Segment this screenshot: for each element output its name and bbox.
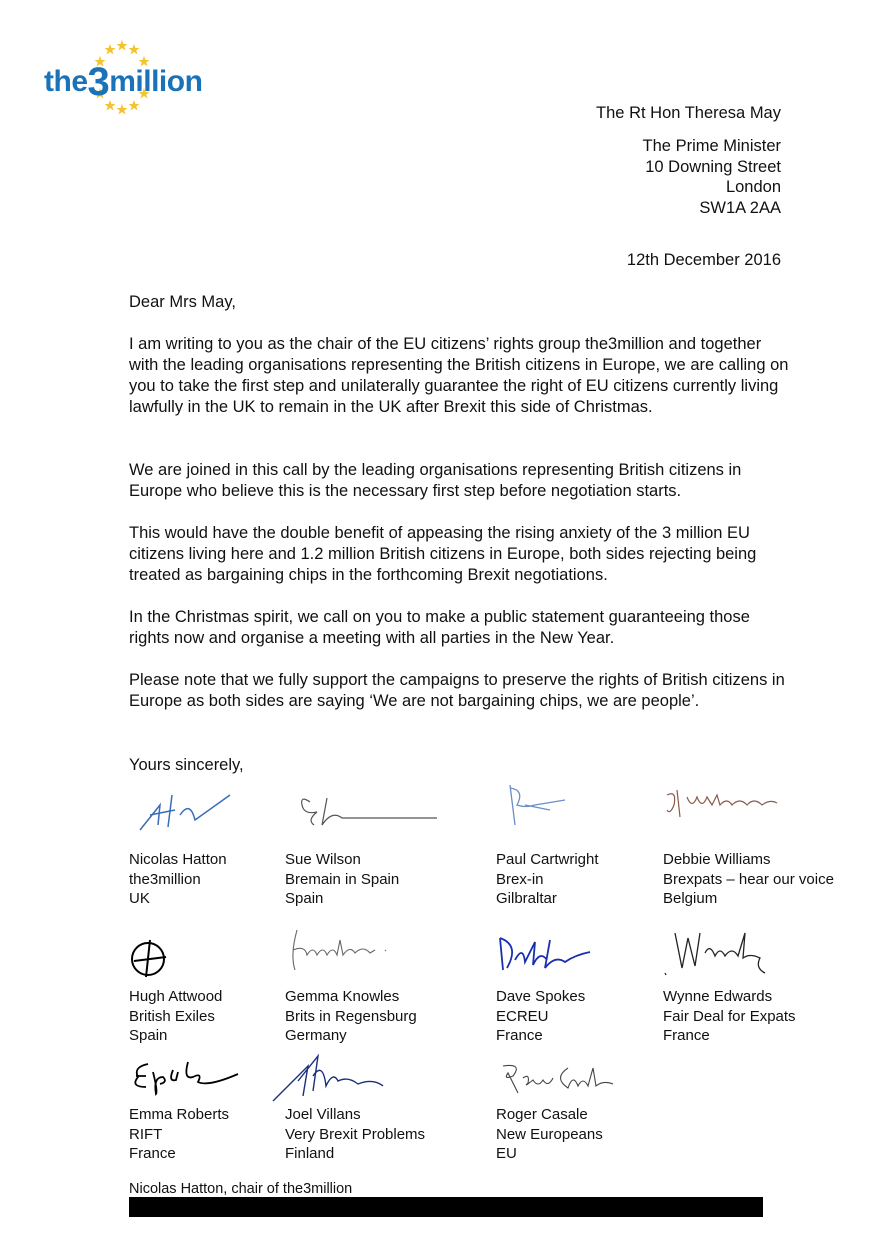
signatory-name: Roger Casale bbox=[496, 1106, 588, 1123]
paragraph: I am writing to you as the chair of the EU citizens’ rights group the3million and together with the leading organisations representing the British citizens in Europe, we are calling on you to take the first step and unilaterally guarantee the right of EU citizens currently living lawfully in the UK to remain in the UK after Brexit this side of Christmas. bbox=[129, 335, 789, 416]
signatory-name: Dave Spokes bbox=[496, 988, 586, 1005]
signature-image bbox=[268, 1046, 388, 1106]
signatory-org: RIFT bbox=[129, 1125, 163, 1143]
the3million-logo bbox=[40, 36, 240, 116]
signatory-country: France bbox=[663, 1027, 710, 1044]
address-line: London bbox=[725, 178, 781, 196]
signatory-country: Spain bbox=[129, 1027, 168, 1044]
signatory-org: Brits in Regensburg bbox=[285, 1007, 417, 1025]
signatory-country: Germany bbox=[285, 1027, 347, 1044]
signatory-country: UK bbox=[129, 890, 150, 907]
signatory-name: Joel Villans bbox=[285, 1106, 361, 1123]
address-line: 10 Downing Street bbox=[645, 157, 781, 176]
signatory-name: Nicolas Hatton bbox=[129, 851, 227, 868]
paragraph: We are joined in this call by the leading organisations representing British citizens in Europe who believe this is the necessary first step before negotiation starts. bbox=[129, 461, 742, 500]
signature-image bbox=[130, 785, 240, 835]
paragraph: In the Christmas spirit, we call on you to make a public statement guaranteeing those rights now and organise a meeting with all parties in the New Year. bbox=[129, 608, 750, 647]
signatory-name: Wynne Edwards bbox=[663, 988, 773, 1005]
signatory-block bbox=[663, 987, 796, 1046]
signatory-country: EU bbox=[496, 1145, 517, 1162]
signatory-org: Brex-in bbox=[496, 870, 544, 888]
signatory-block bbox=[496, 850, 599, 909]
signatory-name: Paul Cartwright bbox=[496, 851, 599, 868]
signature-image bbox=[128, 935, 173, 980]
signature-image bbox=[128, 1052, 243, 1097]
signatory-country: Belgium bbox=[663, 890, 718, 907]
signature-image bbox=[488, 1058, 628, 1098]
address-line: The Prime Minister bbox=[642, 137, 781, 155]
footer-signoff: Nicolas Hatton, chair of the3million bbox=[129, 1181, 353, 1197]
signatory-block bbox=[285, 850, 399, 909]
signatory-org: ECREU bbox=[496, 1007, 549, 1025]
signatory-block bbox=[129, 987, 222, 1046]
recipient-address bbox=[643, 136, 781, 218]
signatory-org: Very Brexit Problems bbox=[285, 1125, 426, 1143]
signatory-block bbox=[496, 987, 585, 1046]
signatory-country: Gilbraltar bbox=[496, 890, 557, 907]
closing: Yours sincerely, bbox=[129, 756, 244, 774]
signature-image bbox=[495, 930, 595, 975]
signatory-country: Spain bbox=[285, 890, 324, 907]
signature-image bbox=[495, 780, 570, 830]
logo-wordmark: the3million bbox=[44, 60, 203, 104]
redaction-bar bbox=[129, 1197, 763, 1217]
signatory-block bbox=[285, 1105, 425, 1164]
signatory-country: France bbox=[129, 1145, 176, 1162]
signatory-block bbox=[285, 987, 417, 1046]
signatory-name: Sue Wilson bbox=[285, 851, 361, 868]
signatory-country: Finland bbox=[285, 1145, 335, 1162]
signatory-country: France bbox=[496, 1027, 543, 1044]
signatory-name: Debbie Williams bbox=[663, 851, 771, 868]
signatory-org: British Exiles bbox=[129, 1007, 215, 1025]
signatory-name: Emma Roberts bbox=[129, 1106, 230, 1123]
signatory-name: Hugh Attwood bbox=[129, 988, 223, 1005]
paragraph: Please note that we fully support the campaigns to preserve the rights of British citizens in Europe as both sides are saying ‘We are not bargaining chips, we are people’. bbox=[129, 671, 785, 710]
signatory-block bbox=[663, 850, 834, 909]
signature-image bbox=[660, 928, 770, 978]
address-line: SW1A 2AA bbox=[699, 198, 781, 217]
signature-image bbox=[662, 785, 782, 820]
signatory-block bbox=[129, 1105, 229, 1164]
recipient-name: The Rt Hon Theresa May bbox=[596, 104, 781, 122]
salutation: Dear Mrs May, bbox=[129, 293, 236, 311]
signatory-org: Fair Deal for Expats bbox=[663, 1007, 796, 1025]
letter-date: 12th December 2016 bbox=[626, 251, 781, 269]
signatory-org: Brexpats – hear our voice bbox=[663, 870, 834, 888]
signatory-name: Gemma Knowles bbox=[285, 988, 400, 1005]
signatory-org: Bremain in Spain bbox=[285, 870, 400, 888]
signature-image bbox=[285, 925, 395, 975]
paragraph: This would have the double benefit of appeasing the rising anxiety of the 3 million EU citizens living here and 1.2 million British citizens in Europe, both sides rejecting being treated as bargaining chips in the forthcoming Brexit negotiations. bbox=[129, 524, 757, 584]
signature-image bbox=[292, 790, 442, 830]
signatory-block bbox=[496, 1105, 603, 1164]
signatory-block bbox=[129, 850, 227, 909]
signatory-org: New Europeans bbox=[496, 1125, 603, 1143]
signatory-org: the3million bbox=[129, 870, 201, 888]
